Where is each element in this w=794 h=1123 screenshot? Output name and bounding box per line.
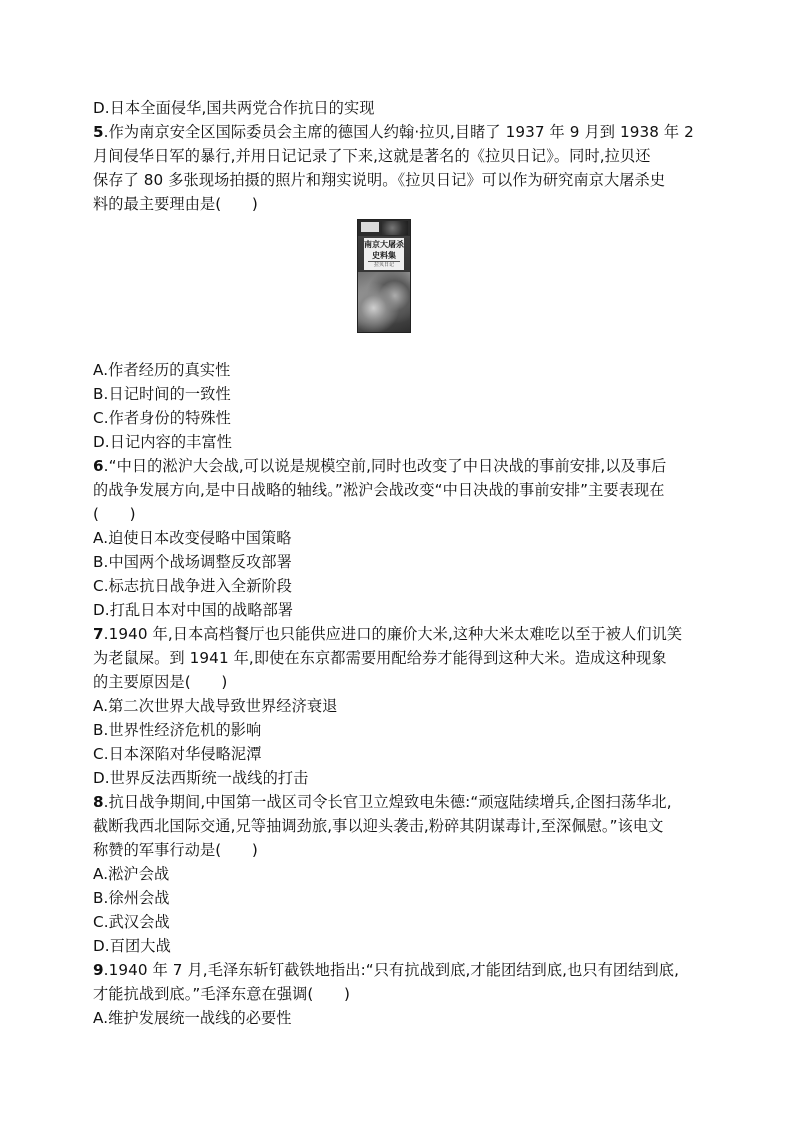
q7-stem-line-1 [93,622,703,646]
book-cover-header [358,220,410,236]
q7-number: 7 [93,625,104,643]
q6-option-b: B.中国两个战场调整反攻部署 [93,553,292,571]
q7-option-b: B.世界性经济危机的影响 [93,721,262,739]
q9-stem-line-1 [93,958,703,982]
q7-option-c: C.日本深陷对华侵略泥潭 [93,745,262,763]
q5-stem-text-1: .作为南京安全区国际委员会主席的德国人约翰·拉贝,目睹了 1937 年 9 月到 1938 年 2 [103,123,694,141]
q8-stem-line-2: 截断我西北国际交通,兄等抽调劲旅,事以迎头袭击,粉碎其阴谋毒计,至深佩慰。”该电文 [93,817,664,835]
q9-option-a: A.维护发展统一战线的必要性 [93,1009,292,1027]
q8-stem-text-1: .抗日战争期间,中国第一战区司令长官卫立煌致电朱德:“顽寇陆续增兵,企图扫荡华北, [103,793,672,811]
q7-stem-text-1: .1940 年,日本高档餐厅也只能供应进口的廉价大米,这种大米太难吃以至于被人们讥笑 [103,625,683,643]
book-series-tag [361,222,379,232]
q7-option-d: D.世界反法西斯统一战线的打击 [93,769,309,787]
q6-option-c: C.标志抗日战争进入全新阶段 [93,577,293,595]
q9-number: 9 [93,961,104,979]
q6-option-a: A.迫使日本改变侵略中国策略 [93,529,292,547]
q5-option-b: B.日记时间的一致性 [93,385,231,403]
q4-option-d: D.日本全面侵华,国共两党合作抗日的实现 [93,99,375,117]
book-title-line-2: 史料集 [372,250,396,260]
q5-option-a: A.作者经历的真实性 [93,361,231,379]
q9-stem-line-2: 才能抗战到底。”毛泽东意在强调( ) [93,985,351,1003]
book-title-line-1: 南京大屠杀 [364,239,404,249]
book-subtitle: 拉贝日记 [368,261,400,268]
book-cover-photo [358,272,410,332]
q6-option-d: D.打乱日本对中国的战略部署 [93,601,294,619]
q6-stem-text-1: .“中日的淞沪大会战,可以说是规模空前,同时也改变了中日决战的事前安排,以及事后 [103,457,667,475]
q6-stem-line-2: 的战争发展方向,是中日战略的轴线。”淞沪会战改变“中日决战的事前安排”主要表现在 [93,481,665,499]
q8-stem-line-3: 称赞的军事行动是( ) [93,841,258,859]
q6-stem-line-3: ( ) [93,505,136,523]
q5-option-d: D.日记内容的丰富性 [93,433,233,451]
book-title-box [364,238,404,270]
q8-option-c: C.武汉会战 [93,913,170,931]
q8-option-a: A.淞沪会战 [93,865,170,883]
q5-option-c: C.作者身份的特殊性 [93,409,231,427]
q8-option-d: D.百团大战 [93,937,171,955]
q7-stem-line-3: 的主要原因是( ) [93,673,228,691]
q5-stem-line-3: 保存了 80 多张现场拍摄的照片和翔实说明。《拉贝日记》可以作为研究南京大屠杀史 [93,171,666,189]
q8-stem-line-1 [93,790,703,814]
q5-figure [93,216,703,358]
q5-stem-line-1 [93,120,703,144]
q5-stem-line-4: 料的最主要理由是( ) [93,195,258,213]
q6-number: 6 [93,457,104,475]
q9-stem-text-1: .1940 年 7 月,毛泽东斩钉截铁地指出:“只有抗战到底,才能团结到底,也只有团结到底, [103,961,680,979]
q7-option-a: A.第二次世界大战导致世界经济衰退 [93,697,338,715]
q6-stem-line-1 [93,454,703,478]
q8-number: 8 [93,793,104,811]
q7-stem-line-2: 为老鼠屎。到 1941 年,即使在东京都需要用配给券才能得到这种大米。造成这种现象 [93,649,667,667]
q5-stem-line-2: 月间侵华日军的暴行,并用日记记录了下来,这就是著名的《拉贝日记》。同时,拉贝还 [93,147,651,165]
book-header-photo [382,221,408,235]
q8-option-b: B.徐州会战 [93,889,170,907]
q5-number: 5 [93,123,104,141]
book-cover-image [357,219,411,333]
document-page [93,96,703,1030]
